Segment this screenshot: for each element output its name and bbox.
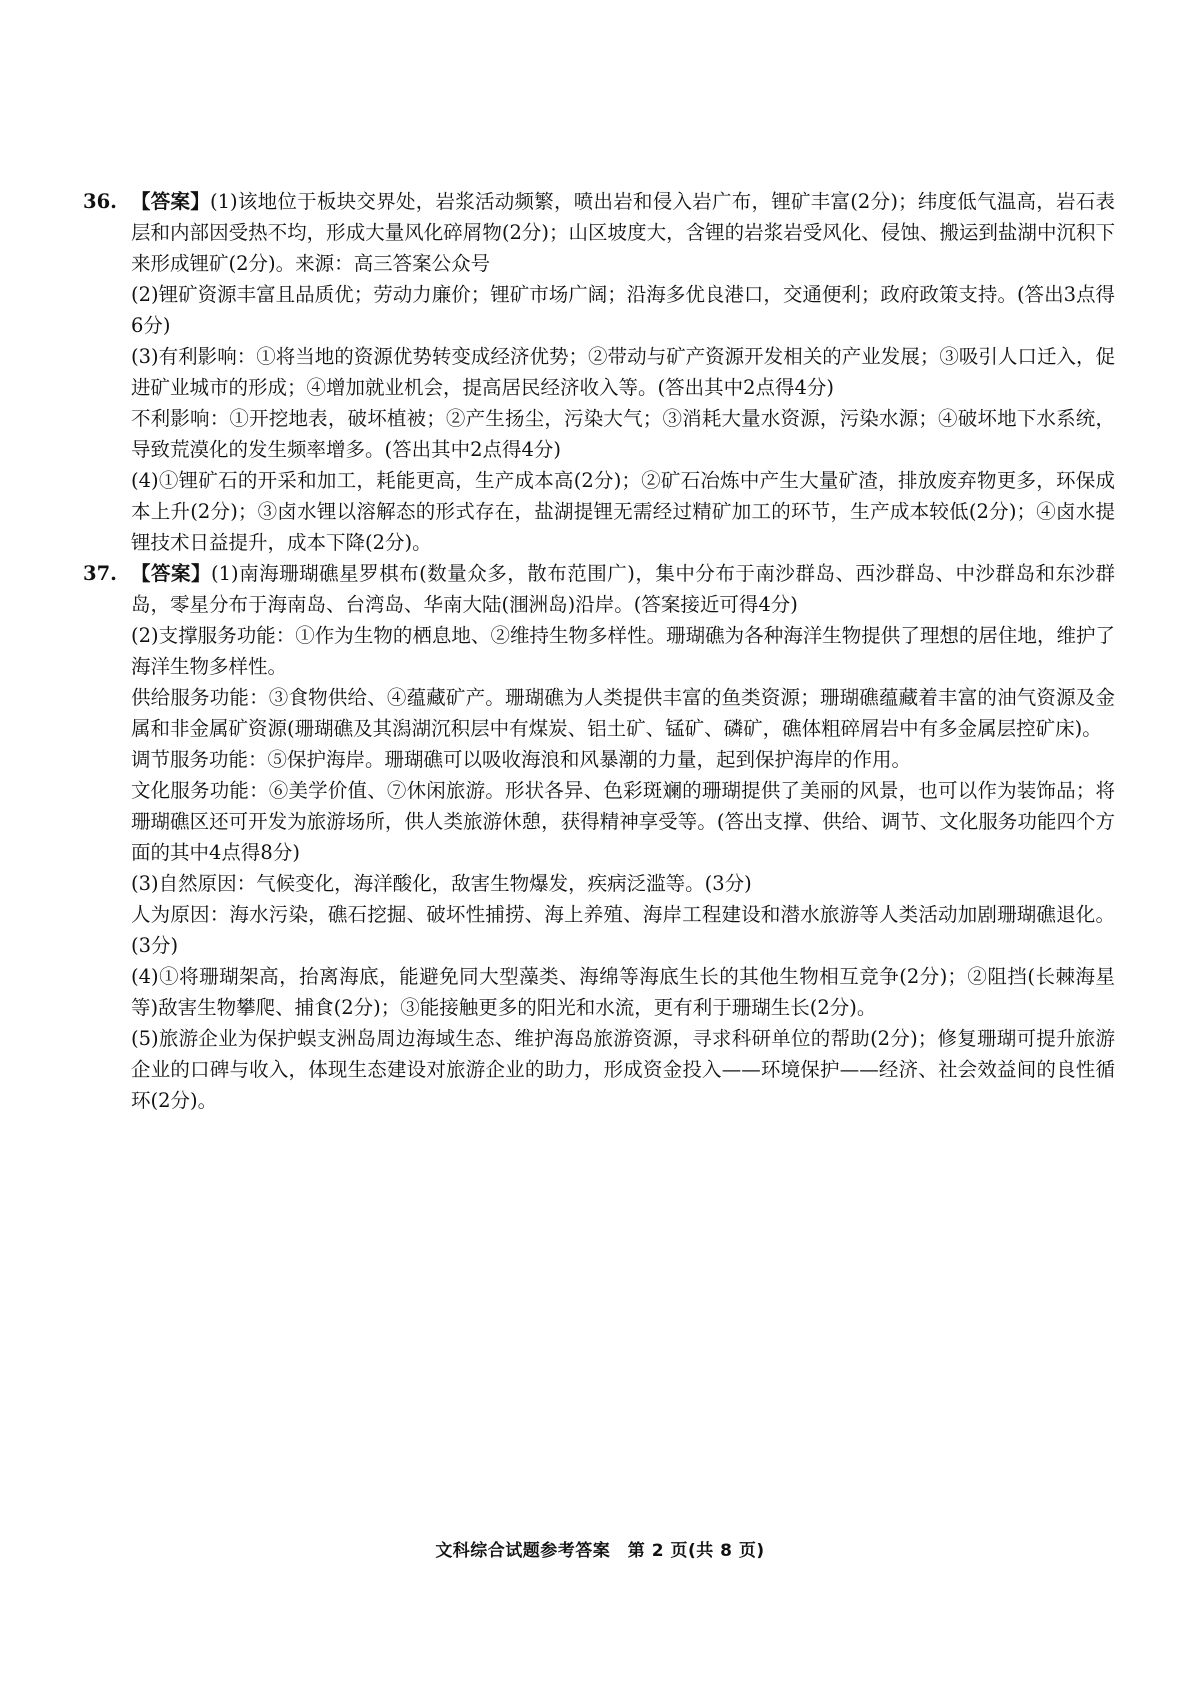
answer-paragraph: (2)支撑服务功能：①作为生物的栖息地、②维持生物多样性。珊瑚礁为各种海洋生物提供了理想的居住地，维护了海洋生物多样性。 xyxy=(131,624,1115,678)
answer-text: (1)该地位于板块交界处，岩浆活动频繁，喷出岩和侵入岩广布，锂矿丰富(2分)；纬度低气温高，岩石表层和内部因受热不均，形成大量风化碎屑物(2分)；山区坡度大，含锂的岩浆岩受风化、侵蚀、搬运到盐湖中沉积下来形成锂矿(2分)。来源：高三答案公众号 xyxy=(131,190,1115,275)
answer-paragraph: (2)锂矿资源丰富且品质优；劳动力廉价；锂矿市场广阔；沿海多优良港口，交通便利；政府政策支持。(答出3点得6分) xyxy=(131,283,1115,337)
answer-paragraph: (3)有利影响：①将当地的资源优势转变成经济优势；②带动与矿产资源开发相关的产业发展；③吸引人口迁入，促进矿业城市的形成；④增加就业机会，提高居民经济收入等。(答出其中2点得4分) xyxy=(131,345,1115,399)
page-footer: 文科综合试题参考答案 第 2 页(共 8 页) xyxy=(435,1541,765,1561)
answer-tag: 【答案】 xyxy=(131,190,211,213)
answer-paragraph: (4)①将珊瑚架高，抬离海底，能避免同大型藻类、海绵等海底生长的其他生物相互竞争(2分)；②阻挡(长棘海星等)敌害生物攀爬、捕食(2分)；③能接触更多的阳光和水流，更有利于珊瑚生长(2分)。 xyxy=(131,965,1115,1019)
answer-paragraph: 文化服务功能：⑥美学价值、⑦休闲旅游。形状各异、色彩斑斓的珊瑚提供了美丽的风景，也可以作为装饰品；将珊瑚礁区还可开发为旅游场所，供人类旅游休憩，获得精神享受等。(答出支撑、供给、调节、文化服务功能四个方面的其中4点得8分) xyxy=(131,779,1115,864)
answer-tag: 【答案】 xyxy=(131,562,212,585)
question-37 xyxy=(83,558,1115,1116)
answer-paragraph: 人为原因：海水污染，礁石挖掘、破坏性捕捞、海上养殖、海岸工程建设和潜水旅游等人类活动加剧珊瑚礁退化。(3分) xyxy=(131,903,1115,957)
answer-text: (1)南海珊瑚礁星罗棋布(数量众多，散布范围广)，集中分布于南沙群岛、西沙群岛、中沙群岛和东沙群岛，零星分布于海南岛、台湾岛、华南大陆(涠洲岛)沿岸。(答案接近可得4分) xyxy=(131,562,1115,616)
answer-paragraph: 不利影响：①开挖地表，破坏植被；②产生扬尘，污染大气；③消耗大量水资源，污染水源；④破坏地下水系统，导致荒漠化的发生频率增多。(答出其中2点得4分) xyxy=(131,407,1115,461)
answer-paragraph: 供给服务功能：③食物供给、④蕴藏矿产。珊瑚礁为人类提供丰富的鱼类资源；珊瑚礁蕴藏着丰富的油气资源及金属和非金属矿资源(珊瑚礁及其潟湖沉积层中有煤炭、铝土矿、锰矿、磷矿，礁体粗碎屑岩中有多金属层控矿床)。 xyxy=(131,686,1115,740)
answer-paragraph xyxy=(131,558,1115,620)
question-number: 36. xyxy=(83,190,117,213)
answer-paragraph: (3)自然原因：气候变化，海洋酸化，敌害生物爆发，疾病泛滥等。(3分) xyxy=(131,872,752,895)
question-36 xyxy=(83,186,1115,558)
answer-content xyxy=(83,186,1115,1116)
answer-paragraph: (4)①锂矿石的开采和加工，耗能更高，生产成本高(2分)；②矿石冶炼中产生大量矿渣，排放废弃物更多，环保成本上升(2分)；③卤水锂以溶解态的形式存在，盐湖提锂无需经过精矿加工的环节，生产成本较低(2分)；④卤水提锂技术日益提升，成本下降(2分)。 xyxy=(131,469,1115,554)
question-number: 37. xyxy=(83,562,117,585)
answer-paragraph: (5)旅游企业为保护蜈支洲岛周边海域生态、维护海岛旅游资源，寻求科研单位的帮助(2分)；修复珊瑚可提升旅游企业的口碑与收入，体现生态建设对旅游企业的助力，形成资金投入——环境保护——经济、社会效益间的良性循环(2分)。 xyxy=(131,1027,1115,1112)
answer-paragraph: 调节服务功能：⑤保护海岸。珊瑚礁可以吸收海浪和风暴潮的力量，起到保护海岸的作用。 xyxy=(131,748,912,771)
answer-paragraph xyxy=(131,186,1115,279)
